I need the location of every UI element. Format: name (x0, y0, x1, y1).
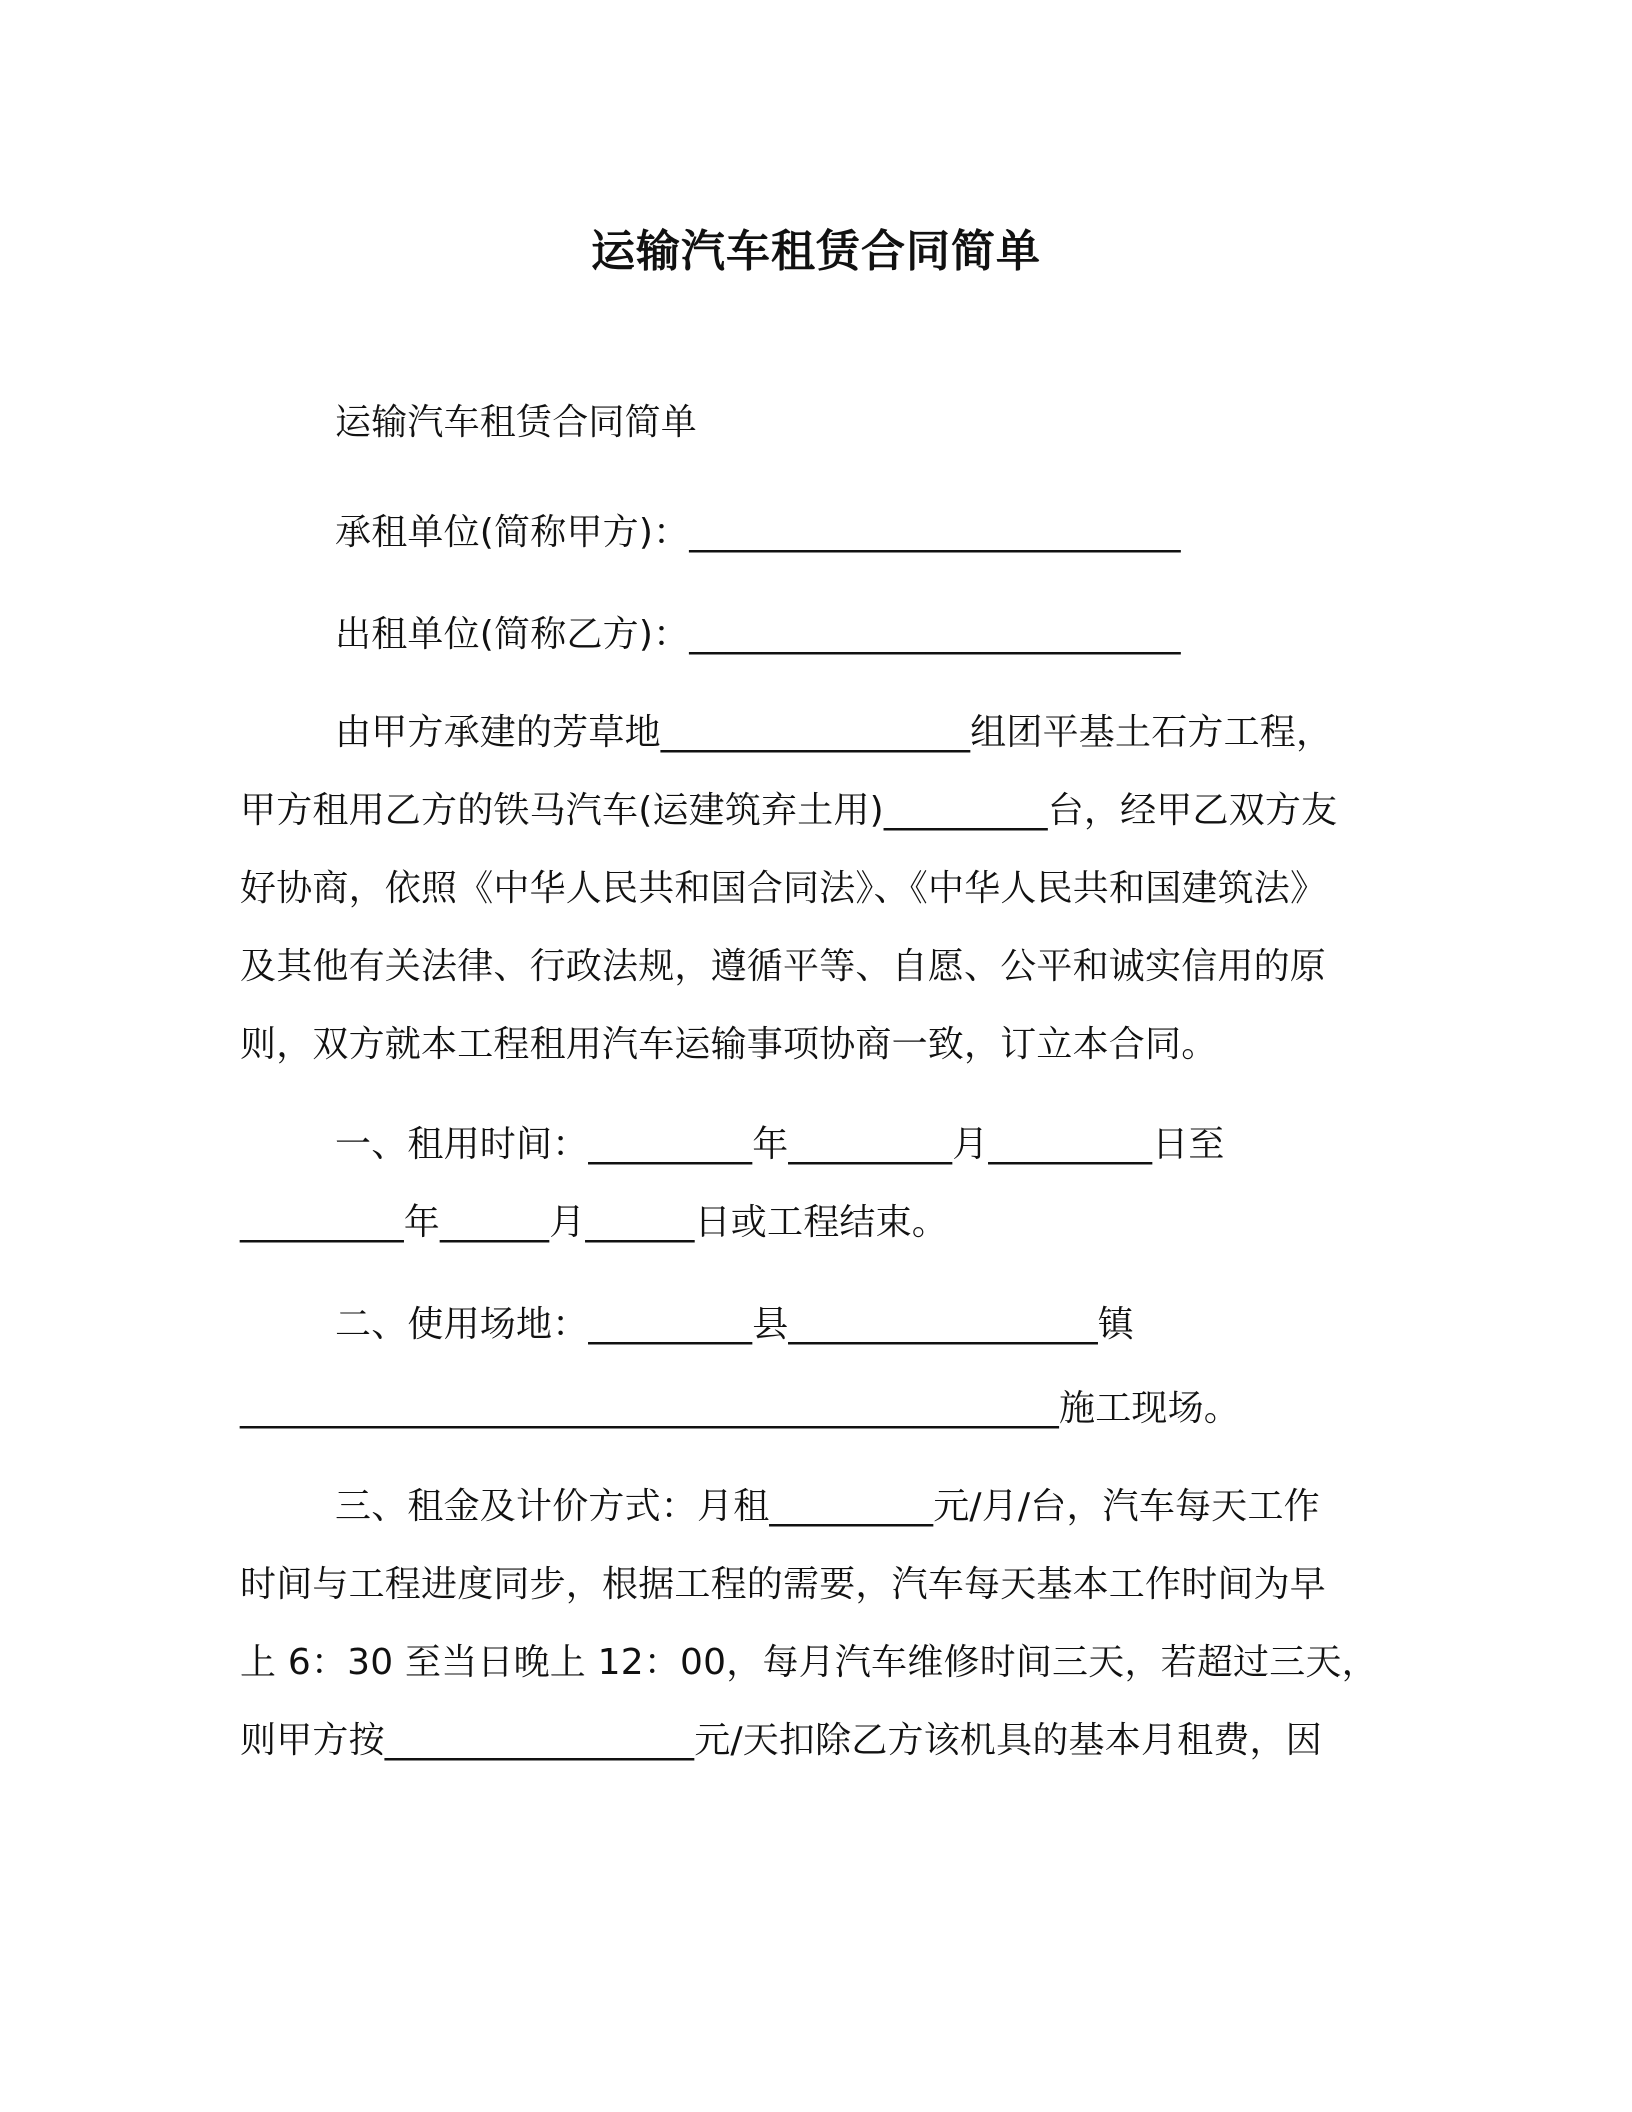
preamble-line-2: 甲方租用乙方的铁马汽车(运建筑弃土用)_________台，经甲乙双方友 (240, 790, 1338, 831)
document-subtitle: 运输汽车租赁合同简单 (335, 402, 698, 443)
party-a-line: 承租单位(简称甲方)：___________________________ (335, 512, 1181, 553)
document-title: 运输汽车租赁合同简单 (591, 226, 1041, 277)
section2-line-2: _____________________________________________施工现场。 (240, 1388, 1240, 1429)
section3-line-3: 上 6：30 至当日晚上 12：00，每月汽车维修时间三天，若超过三天， (240, 1642, 1378, 1683)
section1-line-1: 一、租用时间：_________年_________月_________日至 (335, 1124, 1225, 1165)
section1-line-2: _________年______月______日或工程结束。 (240, 1202, 948, 1243)
preamble-line-1: 由甲方承建的芳草地_________________组团平基土石方工程， (335, 712, 1333, 753)
party-b-line: 出租单位(简称乙方)：___________________________ (335, 614, 1181, 655)
preamble-line-4: 及其他有关法律、行政法规，遵循平等、自愿、公平和诚实信用的原 (240, 946, 1327, 987)
section2-line-1: 二、使用场地：_________县_________________镇 (335, 1304, 1135, 1345)
section3-line-1: 三、租金及计价方式：月租_________元/月/台，汽车每天工作 (335, 1486, 1320, 1527)
section3-line-4: 则甲方按_________________元/天扣除乙方该机具的基本月租费，因 (240, 1720, 1322, 1761)
section3-line-2: 时间与工程进度同步，根据工程的需要，汽车每天基本工作时间为早 (240, 1564, 1327, 1605)
preamble-line-3: 好协商，依照《中华人民共和国合同法》、《中华人民共和国建筑法》 (240, 868, 1327, 909)
preamble-line-5: 则，双方就本工程租用汽车运输事项协商一致，订立本合同。 (240, 1024, 1218, 1065)
